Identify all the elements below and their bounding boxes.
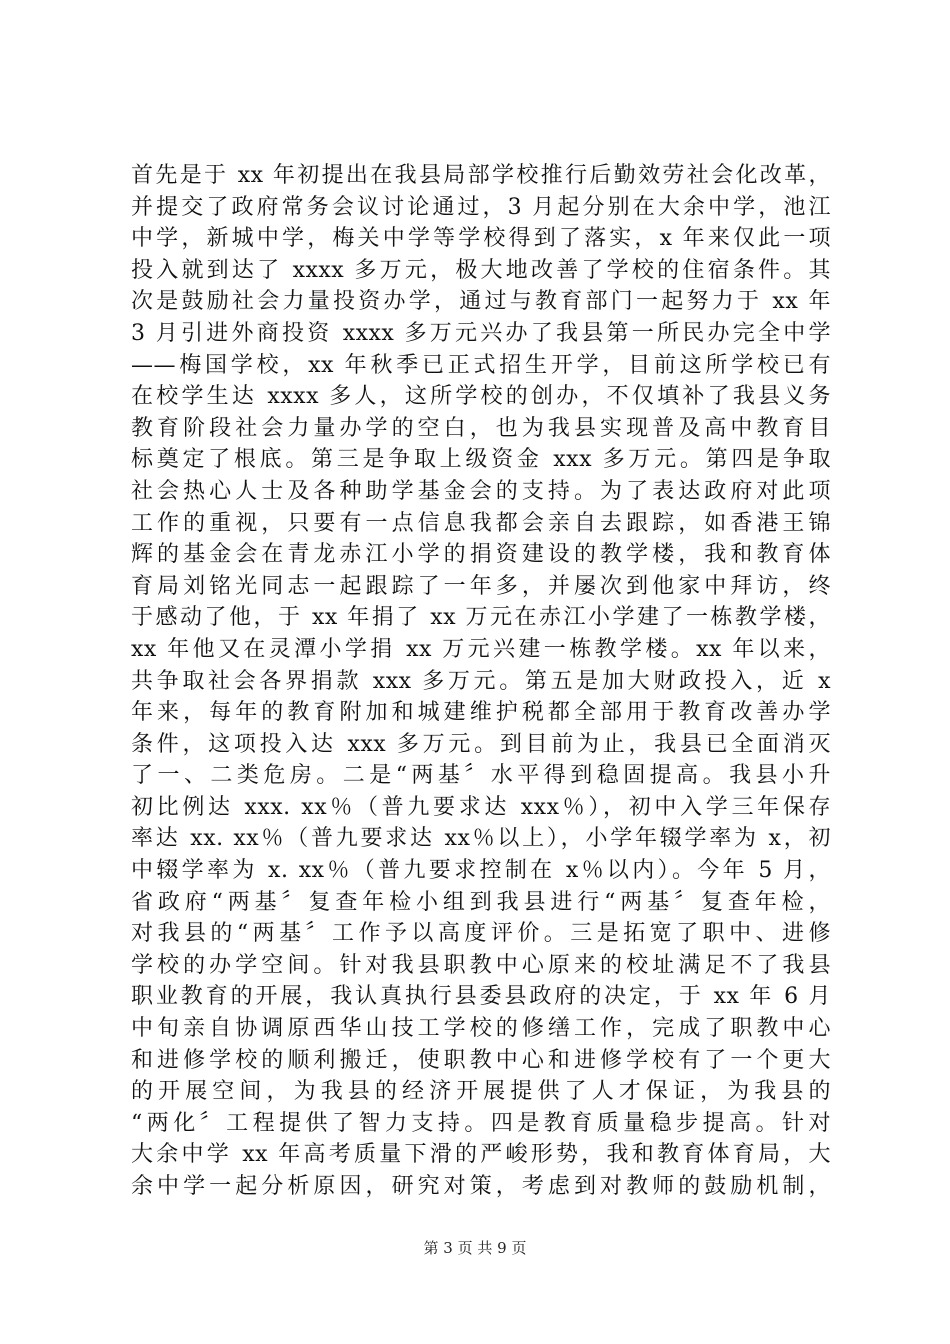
text-line: 中学，新城中学，梅关中学等学校得到了落实，x 年来仅此一项 — [131, 226, 831, 252]
page-footer — [0, 1238, 950, 1258]
text-line: 初比例达 xxx. xx％（普九要求达 xxx％），初中入学三年保存 — [131, 794, 831, 820]
text-line: 辉的基金会在青龙赤江小学的捐资建设的教学楼，我和教育体 — [131, 542, 831, 568]
text-line: 并提交了政府常务会议讨论通过，3 月起分别在大余中学，池江 — [131, 194, 831, 220]
text-line: 在校学生达 xxxx 多人，这所学校的创办，不仅填补了我县义务 — [131, 384, 831, 410]
text-line: 率达 xx. xx％（普九要求达 xx％以上），小学年辍学率为 x，初 — [131, 826, 831, 852]
text-line: ——梅国学校，xx 年秋季已正式招生开学，目前这所学校已有 — [131, 352, 831, 378]
text-line: 共争取社会各界捐款 xxx 多万元。第五是加大财政投入，近 x — [131, 668, 831, 694]
text-line: 中辍学率为 x. xx％（普九要求控制在 x％以内）。今年 5 月， — [131, 858, 831, 884]
text-line: 工作的重视，只要有一点信息我都会亲自去跟踪，如香港王锦 — [131, 510, 831, 536]
text-line: 年来，每年的教育附加和城建维护税都全部用于教育改善办学 — [131, 700, 831, 726]
text-line: 3 月引进外商投资 xxxx 多万元兴办了我县第一所民办完全中学 — [131, 320, 831, 346]
text-line: 社会热心人士及各种助学基金会的支持。为了表达政府对此项 — [131, 478, 831, 504]
text-line: 的开展空间，为我县的经济开展提供了人才保证，为我县的 — [131, 1079, 831, 1105]
text-line: 中旬亲自协调原西华山技工学校的修缮工作，完成了职教中心 — [131, 1016, 831, 1042]
text-line: 投入就到达了 xxxx 多万元，极大地改善了学校的住宿条件。其 — [131, 257, 831, 283]
text-line: “两化〞工程提供了智力支持。四是教育质量稳步提高。针对 — [131, 1110, 831, 1136]
text-line: 省政府“两基〞复查年检小组到我县进行“两基〞复查年检， — [131, 889, 831, 915]
text-line: 育局刘铭光同志一起跟踪了一年多，并屡次到他家中拜访，终 — [131, 573, 831, 599]
text-line: 余中学一起分析原因，研究对策，考虑到对教师的鼓励机制， — [131, 1174, 831, 1199]
text-line: 大余中学 xx 年高考质量下滑的严峻形势，我和教育体育局，大 — [131, 1142, 831, 1168]
text-line: 职业教育的开展，我认真执行县委县政府的决定，于 xx 年 6 月 — [131, 984, 831, 1010]
body-paragraph — [131, 160, 831, 1203]
text-line: 学校的办学空间。针对我县职教中心原来的校址满足不了我县 — [131, 952, 831, 978]
text-line: 条件，这项投入达 xxx 多万元。到目前为止，我县已全面消灭 — [131, 731, 831, 757]
text-line: 次是鼓励社会力量投资办学，通过与教育部门一起努力于 xx 年 — [131, 289, 831, 315]
text-line: 教育阶段社会力量办学的空白，也为我县实现普及高中教育目 — [131, 415, 831, 441]
text-line: 首先是于 xx 年初提出在我县局部学校推行后勤效劳社会化改革， — [131, 163, 831, 188]
text-line: 了一、二类危房。二是“两基〞水平得到稳固提高。我县小升 — [131, 763, 831, 789]
text-line: 和进修学校的顺利搬迁，使职教中心和进修学校有了一个更大 — [131, 1047, 831, 1073]
text-line: xx 年他又在灵潭小学捐 xx 万元兴建一栋教学楼。xx 年以来， — [131, 636, 831, 662]
text-line: 对我县的“两基〞工作予以高度评价。三是拓宽了职中、进修 — [131, 921, 831, 947]
page-number-label: 第 3 页 共 9 页 — [423, 1239, 527, 1257]
text-line: 标奠定了根底。第三是争取上级资金 xxx 多万元。第四是争取 — [131, 447, 831, 473]
text-line: 于感动了他，于 xx 年捐了 xx 万元在赤江小学建了一栋教学楼， — [131, 605, 831, 631]
